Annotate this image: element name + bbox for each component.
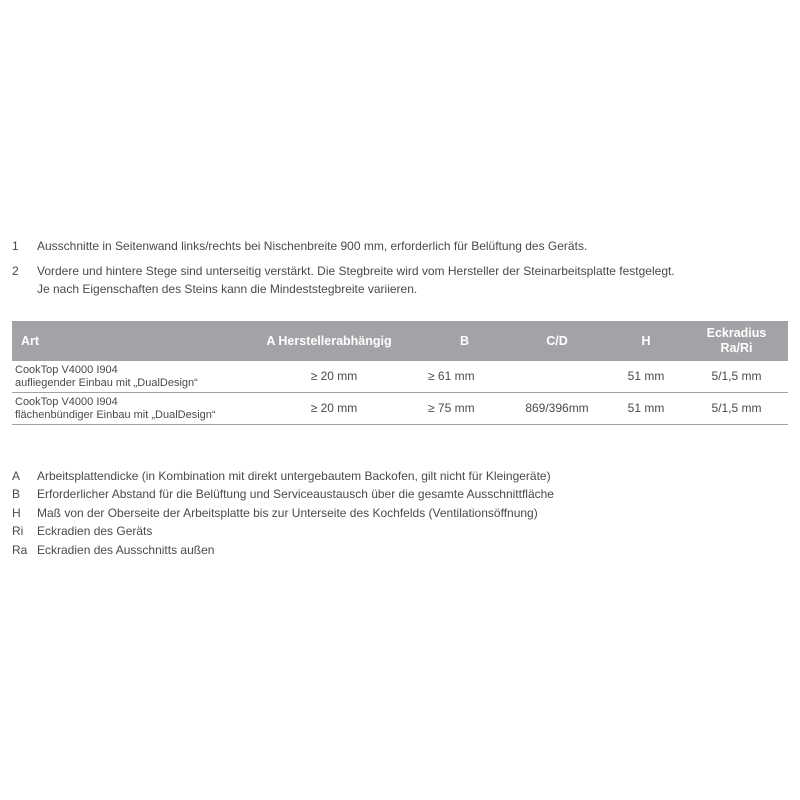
- legend-key: B: [12, 487, 21, 501]
- legend-text: Erforderlicher Abstand für die Belüftung und Serviceaustausch über die gesamte Ausschnittfläche: [37, 487, 554, 501]
- cell-a: ≥ 20 mm: [236, 361, 422, 393]
- cell-eckradius: 5/1,5 mm: [685, 361, 788, 393]
- cell-b: ≥ 75 mm: [422, 393, 507, 425]
- legend-text: Eckradien des Ausschnitts außen: [37, 543, 215, 557]
- footnote-number: 2: [12, 264, 19, 278]
- footnote-text: Vordere und hintere Stege sind unterseitig verstärkt. Die Stegbreite wird vom Hersteller der Steinarbeitsplatte festgelegt.: [37, 264, 675, 278]
- cell-art: [12, 361, 236, 393]
- table-row: [12, 361, 788, 393]
- legend-key: Ri: [12, 524, 24, 538]
- cell-cd: 869/396mm: [507, 393, 607, 425]
- cell-eckradius: 5/1,5 mm: [685, 393, 788, 425]
- header-cd: C/D: [507, 321, 607, 361]
- product-description: aufliegender Einbau mit „DualDesign“: [15, 376, 198, 389]
- footnote-text: Je nach Eigenschaften des Steins kann die Mindeststegbreite variieren.: [37, 282, 418, 296]
- legend-key: Ra: [12, 543, 28, 557]
- header-eckradius-line2: Ra/Ri: [720, 341, 753, 355]
- header-a: A Herstellerabhängig: [236, 321, 422, 361]
- cell-cd: [507, 361, 607, 393]
- cell-art: [12, 393, 236, 425]
- cell-b: ≥ 61 mm: [422, 361, 507, 393]
- table-header-row: [12, 321, 788, 361]
- installation-dimensions-table: [12, 321, 788, 425]
- legend-key: H: [12, 506, 21, 520]
- legend-key: A: [12, 469, 21, 483]
- footnote-number: 1: [12, 239, 19, 253]
- product-name: CookTop V4000 I904: [15, 395, 118, 408]
- legend-text: Eckradien des Geräts: [37, 524, 153, 538]
- header-eckradius-line1: Eckradius: [706, 326, 767, 340]
- cell-h: 51 mm: [607, 361, 685, 393]
- legend-text: Arbeitsplattendicke (in Kombination mit direkt untergebautem Backofen, gilt nicht für Kleingeräte): [37, 469, 551, 483]
- legend-text: Maß von der Oberseite der Arbeitsplatte bis zur Unterseite des Kochfelds (Ventilationsöffnung): [37, 506, 538, 520]
- header-h: H: [607, 321, 685, 361]
- header-art: Art: [12, 321, 236, 361]
- header-b: B: [422, 321, 507, 361]
- footnote-text: Ausschnitte in Seitenwand links/rechts bei Nischenbreite 900 mm, erforderlich für Belüftung des Geräts.: [37, 239, 588, 253]
- cell-h: 51 mm: [607, 393, 685, 425]
- table-row: [12, 393, 788, 425]
- cell-a: ≥ 20 mm: [236, 393, 422, 425]
- header-eckradius: [685, 321, 788, 361]
- product-description: flächenbündiger Einbau mit „DualDesign“: [15, 408, 216, 421]
- product-name: CookTop V4000 I904: [15, 363, 118, 376]
